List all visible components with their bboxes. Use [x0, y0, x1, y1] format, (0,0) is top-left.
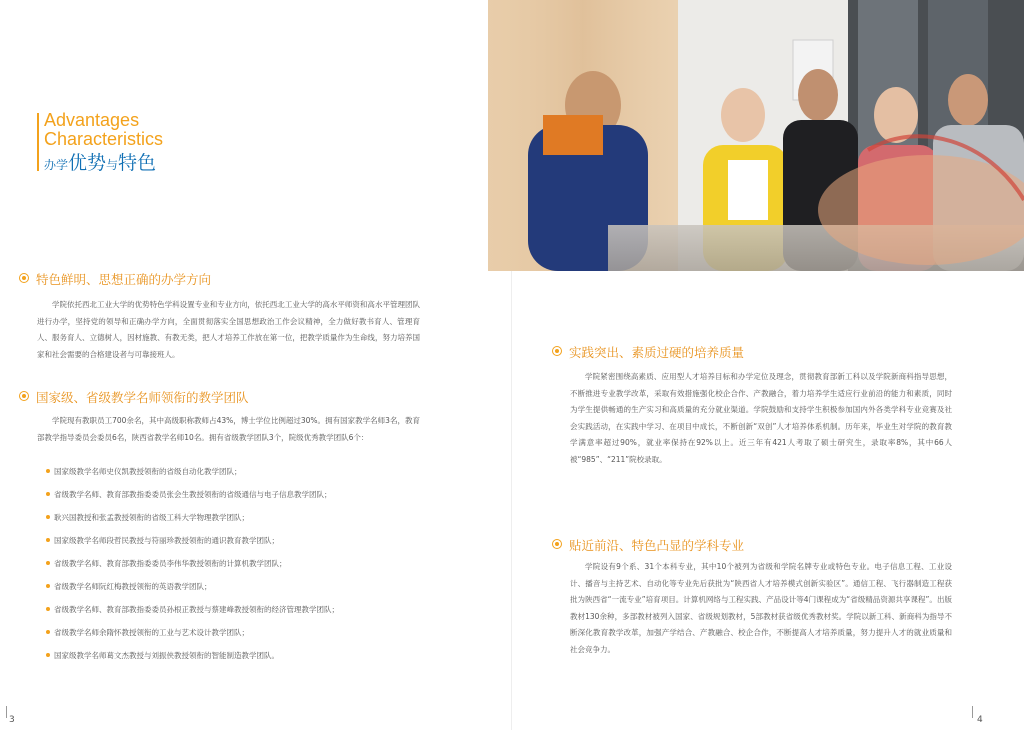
page-title: [44, 111, 163, 176]
list-item: 省级教学名师、教育部教指委委员孙根正教授与蔡建峰教授领衔的经济管理教学团队；: [46, 604, 466, 615]
section-heading-direction: 特色鲜明、思想正确的办学方向: [19, 270, 279, 286]
list-item: 省级教学名师、教育部教指委委员李伟华教授领衔的计算机教学团队；: [46, 558, 466, 569]
list-item: 国家级教学名师段哲民教授与符丽珍教授领衔的通识教育教学团队；: [46, 535, 466, 546]
list-item: 省级教学名师、教育部教指委委员张会生教授领衔的省级通信与电子信息教学团队；: [46, 489, 466, 500]
page-number-rule-left: [6, 706, 7, 718]
list-item: 国家级教学名师葛文杰教授与刘振侠教授领衔的智能制造教学团队。: [46, 650, 466, 661]
page-number-rule-right: [972, 706, 973, 718]
list-item: 国家级教学名师史仪凯教授领衔的省级自动化教学团队；: [46, 466, 466, 477]
section-body-direction: 学院依托西北工业大学的优势特色学科设置专业和专业方向，依托西北工业大学的高水平师资和高水平管理团队进行办学，坚持党的领导和正确办学方向，全面贯彻落实全国思想政治工作会议精神，全力做好教书育人、管理育人、服务育人、立德树人，因材施教、有教无类，把人才培养工作放在第一位，把教学质量作为生命线，努力培养国家和社会需要的合格建设者与可靠接班人。: [37, 300, 420, 359]
section-heading-training-quality: 实践突出、素质过硬的培养质量: [552, 343, 812, 359]
bullet-dot-icon: [46, 607, 50, 611]
bullet-dot-icon: [46, 584, 50, 588]
list-item: 耿兴国教授和张孟教授领衔的省级工科大学物理教学团队；: [46, 512, 466, 523]
page-number-left: 3: [9, 715, 15, 725]
bullet-dot-icon: [46, 492, 50, 496]
bullet-dot-icon: [46, 630, 50, 634]
title-en-line1: Advantages: [44, 110, 140, 130]
section-body-disciplines: 学院设有9个系、31个本科专业，其中10个被列为省级和学院名牌专业或特色专业。电子信息工程、工业设计、播音与主持艺术、自动化等专业先后获批为“陕西省人才培养模式创新实验区”。通信工程、飞行器制造工程获批为陕西省“一流专业”培育项目。计算机网络与工程实践、产品设计等4门课程成为“省级精品资源共享课程”。出版教材130余种，多部教材被列入国家、省级规划教材，5部教材获省级优秀教材奖。学院以新工科、新商科为指导不断深化教育教学改革，加强产学结合、产教融合、校企合作，不断提高人才培养质量，努力提升人才的就业质量和社会竞争力。: [570, 562, 952, 654]
target-bullet-icon: [552, 346, 562, 356]
target-bullet-icon: [19, 273, 29, 283]
teaching-team-list: [46, 466, 466, 673]
bullet-dot-icon: [46, 515, 50, 519]
target-bullet-icon: [19, 391, 29, 401]
bullet-dot-icon: [46, 469, 50, 473]
bullet-dot-icon: [46, 538, 50, 542]
section-body-teaching-team: 学院现有教职员工700余名，其中高级职称教师占43%，博士学位比例超过30%。拥有国家教学名师3名，教育部教学指导委员会委员6名，陕西省教学名师10名。拥有省级教学团队3个，院级优秀教学团队6个：: [37, 416, 420, 442]
classroom-photo: [488, 0, 1024, 271]
header-accent-bar: [37, 113, 39, 171]
section-heading-disciplines: 贴近前沿、特色凸显的学科专业: [552, 536, 812, 552]
title-en-line2: Characteristics: [44, 129, 164, 149]
target-bullet-icon: [552, 539, 562, 549]
section-body-training-quality: 学院紧密围绕高素质、应用型人才培养目标和办学定位及理念，贯彻教育部新工科以及学院新商科指导思想，不断推进专业教学改革，采取有效措施强化校企合作、产教融合，着力培养学生适应行业前沿的能力和素质，同时为学生提供畅通的生产实习和高质量的充分就业渠道。学院鼓励和支持学生积极参加国内外各类学科专业竞赛及社会实践活动，在实践中学习、在项目中成长，不断创新“双创”人才培养体系机制。历年来，毕业生对学院的教育教学满意率超过90%，就业率保持在92%以上。近三年有421人考取了硕士研究生，录取率8%，其中66人被“985”、“211”院校录取。: [570, 372, 952, 464]
bullet-dot-icon: [46, 561, 50, 565]
list-item: 省级教学名师余隋怀教授领衔的工业与艺术设计教学团队；: [46, 627, 466, 638]
list-item: 省级教学名师阮红梅教授领衔的英语教学团队；: [46, 581, 466, 592]
page-number-right: 4: [977, 715, 983, 725]
section-heading-teaching-team: 国家级、省级教学名师领衔的教学团队: [19, 388, 299, 404]
bullet-dot-icon: [46, 653, 50, 657]
title-cn: 办学优势与特色: [44, 152, 157, 174]
